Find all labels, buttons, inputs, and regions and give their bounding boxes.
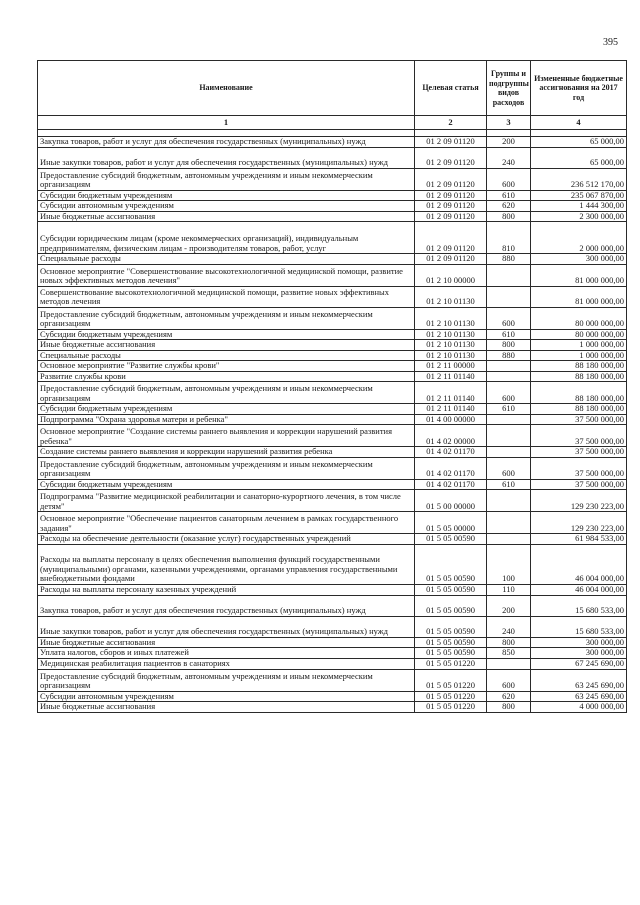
row-group: 620 bbox=[487, 691, 531, 702]
column-number: 2 bbox=[415, 116, 487, 130]
column-number: 3 bbox=[487, 116, 531, 130]
row-amount: 2 000 000,00 bbox=[531, 222, 627, 254]
row-group bbox=[487, 371, 531, 382]
row-amount: 65 000,00 bbox=[531, 147, 627, 168]
row-code: 01 5 05 00590 bbox=[415, 637, 487, 648]
row-amount: 65 000,00 bbox=[531, 137, 627, 148]
row-name: Расходы на выплаты персоналу в целях обеспечения выполнения функций государственными (муниципальными) органами, казенными учреждениями, органами управления государственными внебюджетными фондами bbox=[38, 544, 415, 584]
table-row bbox=[38, 457, 627, 479]
row-amount: 81 000 000,00 bbox=[531, 264, 627, 286]
row-name: Иные закупки товаров, работ и услуг для обеспечения государственных (муниципальных) нужд bbox=[38, 616, 415, 637]
row-name: Предоставление субсидий бюджетным, автономным учреждениям и иным некоммерческим организациям bbox=[38, 382, 415, 404]
row-group: 800 bbox=[487, 637, 531, 648]
row-name: Подпрограмма "Охрана здоровья матери и ребенка" bbox=[38, 414, 415, 425]
row-name: Субсидии бюджетным учреждениям bbox=[38, 190, 415, 201]
row-name: Основное мероприятие "Развитие службы крови" bbox=[38, 361, 415, 372]
row-name: Закупка товаров, работ и услуг для обеспечения государственных (муниципальных) нужд bbox=[38, 595, 415, 616]
row-code: 01 2 09 01120 bbox=[415, 168, 487, 190]
row-amount: 1 444 300,00 bbox=[531, 201, 627, 212]
row-name: Расходы на обеспечение деятельности (оказание услуг) государственных учреждений bbox=[38, 534, 415, 545]
row-name: Иные закупки товаров, работ и услуг для обеспечения государственных (муниципальных) нужд bbox=[38, 147, 415, 168]
row-group bbox=[487, 512, 531, 534]
row-name: Субсидии юридическим лицам (кроме некоммерческих организаций), индивидуальным предпринимателям, физическим лицам - производителям товаров, работ, услуг bbox=[38, 222, 415, 254]
table-row bbox=[38, 669, 627, 691]
table-row bbox=[38, 211, 627, 222]
row-amount: 300 000,00 bbox=[531, 254, 627, 265]
row-amount: 81 000 000,00 bbox=[531, 286, 627, 307]
row-group bbox=[487, 414, 531, 425]
row-amount: 37 500 000,00 bbox=[531, 414, 627, 425]
row-group: 850 bbox=[487, 648, 531, 659]
table-row bbox=[38, 414, 627, 425]
row-group: 610 bbox=[487, 404, 531, 415]
row-amount: 63 245 690,00 bbox=[531, 691, 627, 702]
row-name: Расходы на выплаты персоналу казенных учреждений bbox=[38, 584, 415, 595]
row-amount: 1 000 000,00 bbox=[531, 350, 627, 361]
row-code: 01 4 02 01170 bbox=[415, 447, 487, 458]
row-group: 100 bbox=[487, 544, 531, 584]
table-row bbox=[38, 404, 627, 415]
row-code: 01 2 11 00000 bbox=[415, 361, 487, 372]
row-code: 01 2 10 01130 bbox=[415, 286, 487, 307]
column-number: 1 bbox=[38, 116, 415, 130]
row-name: Предоставление субсидий бюджетным, автономным учреждениям и иным некоммерческим организациям bbox=[38, 168, 415, 190]
row-name: Субсидии бюджетным учреждениям bbox=[38, 479, 415, 490]
row-name: Иные бюджетные ассигнования bbox=[38, 211, 415, 222]
row-name: Медицинская реабилитация пациентов в санаториях bbox=[38, 658, 415, 669]
row-code: 01 5 05 01220 bbox=[415, 658, 487, 669]
row-group: 200 bbox=[487, 595, 531, 616]
row-amount: 63 245 690,00 bbox=[531, 669, 627, 691]
table-row bbox=[38, 382, 627, 404]
row-code: 01 2 09 01120 bbox=[415, 254, 487, 265]
row-group: 810 bbox=[487, 222, 531, 254]
row-code: 01 2 09 01120 bbox=[415, 190, 487, 201]
row-code: 01 2 09 01120 bbox=[415, 222, 487, 254]
row-code: 01 5 05 00590 bbox=[415, 648, 487, 659]
row-amount: 2 300 000,00 bbox=[531, 211, 627, 222]
table-row bbox=[38, 512, 627, 534]
row-name: Развитие службы крови bbox=[38, 371, 415, 382]
row-name: Основное мероприятие "Совершенствование высокотехнологичной медицинской помощи, развитие новых эффективных методов лечения" bbox=[38, 264, 415, 286]
row-amount: 37 500 000,00 bbox=[531, 457, 627, 479]
row-group: 800 bbox=[487, 702, 531, 713]
row-group: 600 bbox=[487, 669, 531, 691]
row-group: 600 bbox=[487, 382, 531, 404]
row-code: 01 2 09 01120 bbox=[415, 147, 487, 168]
row-code: 01 4 00 00000 bbox=[415, 414, 487, 425]
table-row bbox=[38, 447, 627, 458]
budget-table bbox=[37, 60, 627, 713]
table-row bbox=[38, 361, 627, 372]
row-code: 01 5 05 00590 bbox=[415, 584, 487, 595]
column-number-row bbox=[38, 116, 627, 130]
row-code: 01 2 11 01140 bbox=[415, 382, 487, 404]
row-name: Специальные расходы bbox=[38, 254, 415, 265]
row-group: 620 bbox=[487, 201, 531, 212]
row-amount: 67 245 690,00 bbox=[531, 658, 627, 669]
row-amount: 46 004 000,00 bbox=[531, 584, 627, 595]
row-name: Основное мероприятие "Создание системы раннего выявления и коррекции нарушений развития ребенка" bbox=[38, 425, 415, 447]
row-name: Предоставление субсидий бюджетным, автономным учреждениям и иным некоммерческим организациям bbox=[38, 307, 415, 329]
row-amount: 37 500 000,00 bbox=[531, 425, 627, 447]
table-row bbox=[38, 340, 627, 351]
table-row bbox=[38, 168, 627, 190]
row-amount: 88 180 000,00 bbox=[531, 361, 627, 372]
row-code: 01 5 05 00590 bbox=[415, 595, 487, 616]
table-row bbox=[38, 691, 627, 702]
row-group bbox=[487, 658, 531, 669]
row-group: 600 bbox=[487, 307, 531, 329]
row-amount: 235 067 870,00 bbox=[531, 190, 627, 201]
row-group: 110 bbox=[487, 584, 531, 595]
row-code: 01 2 09 01120 bbox=[415, 201, 487, 212]
row-code: 01 5 05 01220 bbox=[415, 669, 487, 691]
row-amount: 129 230 223,00 bbox=[531, 490, 627, 512]
row-code: 01 2 10 01130 bbox=[415, 350, 487, 361]
spacer-row bbox=[38, 130, 627, 137]
row-name: Совершенствование высокотехнологичной медицинской помощи, развитие новых эффективных методов лечения bbox=[38, 286, 415, 307]
row-amount: 80 000 000,00 bbox=[531, 329, 627, 340]
table-row bbox=[38, 190, 627, 201]
table-row bbox=[38, 147, 627, 168]
row-code: 01 4 02 01170 bbox=[415, 479, 487, 490]
row-name: Субсидии бюджетным учреждениям bbox=[38, 404, 415, 415]
row-group bbox=[487, 286, 531, 307]
row-code: 01 2 09 01120 bbox=[415, 137, 487, 148]
row-group bbox=[487, 490, 531, 512]
table-row bbox=[38, 329, 627, 340]
row-code: 01 4 02 01170 bbox=[415, 457, 487, 479]
row-name: Создание системы раннего выявления и коррекции нарушений развития ребенка bbox=[38, 447, 415, 458]
row-code: 01 2 11 01140 bbox=[415, 404, 487, 415]
row-name: Специальные расходы bbox=[38, 350, 415, 361]
table-row bbox=[38, 595, 627, 616]
row-group bbox=[487, 361, 531, 372]
header-name: Наименование bbox=[38, 61, 415, 116]
row-name: Субсидии автономным учреждениям bbox=[38, 691, 415, 702]
row-amount: 37 500 000,00 bbox=[531, 479, 627, 490]
column-number: 4 bbox=[531, 116, 627, 130]
header-group: Группы и подгруппы видов расходов bbox=[487, 61, 531, 116]
row-name: Субсидии бюджетным учреждениям bbox=[38, 329, 415, 340]
row-name: Иные бюджетные ассигнования bbox=[38, 702, 415, 713]
row-amount: 61 984 533,00 bbox=[531, 534, 627, 545]
row-amount: 15 680 533,00 bbox=[531, 595, 627, 616]
row-code: 01 5 05 00000 bbox=[415, 512, 487, 534]
row-code: 01 5 05 01220 bbox=[415, 702, 487, 713]
row-amount: 46 004 000,00 bbox=[531, 544, 627, 584]
row-group: 610 bbox=[487, 479, 531, 490]
row-amount: 88 180 000,00 bbox=[531, 404, 627, 415]
row-name: Основное мероприятие "Обеспечение пациентов санаторным лечением в рамках государственного задания" bbox=[38, 512, 415, 534]
table-row bbox=[38, 254, 627, 265]
header-row bbox=[38, 61, 627, 116]
row-name: Подпрограмма "Развитие медицинской реабилитации и санаторно-курортного лечения, в том числе детям" bbox=[38, 490, 415, 512]
row-group: 610 bbox=[487, 190, 531, 201]
row-code: 01 5 05 00590 bbox=[415, 544, 487, 584]
row-amount: 37 500 000,00 bbox=[531, 447, 627, 458]
row-code: 01 2 10 01130 bbox=[415, 340, 487, 351]
row-name: Иные бюджетные ассигнования bbox=[38, 637, 415, 648]
row-amount: 300 000,00 bbox=[531, 637, 627, 648]
table-row bbox=[38, 702, 627, 713]
row-group bbox=[487, 447, 531, 458]
row-amount: 80 000 000,00 bbox=[531, 307, 627, 329]
row-code: 01 2 09 01120 bbox=[415, 211, 487, 222]
row-code: 01 5 05 00590 bbox=[415, 616, 487, 637]
row-amount: 129 230 223,00 bbox=[531, 512, 627, 534]
row-group bbox=[487, 264, 531, 286]
row-group bbox=[487, 425, 531, 447]
row-code: 01 5 00 00000 bbox=[415, 490, 487, 512]
row-group: 200 bbox=[487, 137, 531, 148]
row-group: 880 bbox=[487, 350, 531, 361]
row-name: Уплата налогов, сборов и иных платежей bbox=[38, 648, 415, 659]
row-group: 240 bbox=[487, 147, 531, 168]
table-row bbox=[38, 584, 627, 595]
table-row bbox=[38, 371, 627, 382]
row-code: 01 5 05 00590 bbox=[415, 534, 487, 545]
table-row bbox=[38, 222, 627, 254]
row-name: Предоставление субсидий бюджетным, автономным учреждениям и иным некоммерческим организациям bbox=[38, 457, 415, 479]
table-row bbox=[38, 637, 627, 648]
row-amount: 236 512 170,00 bbox=[531, 168, 627, 190]
row-group: 800 bbox=[487, 340, 531, 351]
row-name: Субсидии автономным учреждениям bbox=[38, 201, 415, 212]
table-row bbox=[38, 425, 627, 447]
row-name: Иные бюджетные ассигнования bbox=[38, 340, 415, 351]
row-amount: 4 000 000,00 bbox=[531, 702, 627, 713]
row-group: 610 bbox=[487, 329, 531, 340]
row-code: 01 2 10 00000 bbox=[415, 264, 487, 286]
table-row bbox=[38, 479, 627, 490]
table-row bbox=[38, 286, 627, 307]
header-amount: Измененные бюджетные ассигнования на 2017 год bbox=[531, 61, 627, 116]
table-row bbox=[38, 616, 627, 637]
row-amount: 88 180 000,00 bbox=[531, 371, 627, 382]
row-amount: 300 000,00 bbox=[531, 648, 627, 659]
table-row bbox=[38, 544, 627, 584]
row-group: 800 bbox=[487, 211, 531, 222]
row-amount: 88 180 000,00 bbox=[531, 382, 627, 404]
table-row bbox=[38, 264, 627, 286]
row-group bbox=[487, 534, 531, 545]
table-row bbox=[38, 648, 627, 659]
row-amount: 15 680 533,00 bbox=[531, 616, 627, 637]
row-code: 01 2 11 01140 bbox=[415, 371, 487, 382]
row-group: 600 bbox=[487, 168, 531, 190]
table-row bbox=[38, 137, 627, 148]
row-code: 01 2 10 01130 bbox=[415, 329, 487, 340]
table-row bbox=[38, 350, 627, 361]
table-body bbox=[38, 137, 627, 713]
row-group: 600 bbox=[487, 457, 531, 479]
row-name: Закупка товаров, работ и услуг для обеспечения государственных (муниципальных) нужд bbox=[38, 137, 415, 148]
table-row bbox=[38, 201, 627, 212]
row-name: Предоставление субсидий бюджетным, автономным учреждениям и иным некоммерческим организациям bbox=[38, 669, 415, 691]
row-group: 240 bbox=[487, 616, 531, 637]
row-code: 01 2 10 01130 bbox=[415, 307, 487, 329]
table-row bbox=[38, 307, 627, 329]
table-row bbox=[38, 490, 627, 512]
table-row bbox=[38, 658, 627, 669]
row-group: 880 bbox=[487, 254, 531, 265]
row-code: 01 4 02 00000 bbox=[415, 425, 487, 447]
table-row bbox=[38, 534, 627, 545]
row-amount: 1 000 000,00 bbox=[531, 340, 627, 351]
page-number: 395 bbox=[603, 37, 618, 48]
row-code: 01 5 05 01220 bbox=[415, 691, 487, 702]
header-code: Целевая статья bbox=[415, 61, 487, 116]
